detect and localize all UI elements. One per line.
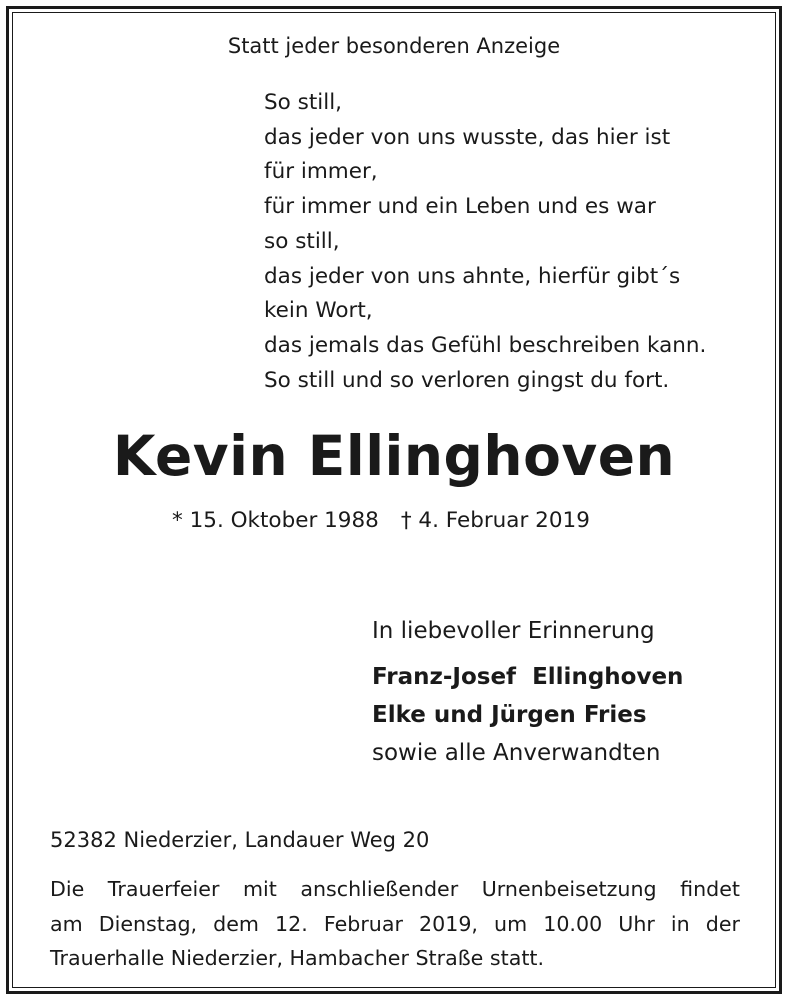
header-label: Statt jeder besonderen Anzeige <box>227 34 561 58</box>
birth-date: * 15. Oktober 1988 <box>172 508 379 533</box>
poem-line: so still, <box>264 228 340 254</box>
ceremony-details <box>50 872 740 976</box>
relatives-closing: sowie alle Anverwandten <box>372 740 661 766</box>
death-date: † 4. Februar 2019 <box>400 508 590 533</box>
poem-line: das jemals das Gefühl beschreiben kann. <box>264 332 707 358</box>
poem-line: kein Wort, <box>264 298 373 324</box>
address: 52382 Niederzier, Landauer Weg 20 <box>50 828 430 852</box>
ceremony-line: Die Trauerfeier mit anschließender Urnenbeisetzung findet <box>50 877 740 901</box>
header-text <box>0 34 788 58</box>
poem-line: für immer und ein Leben und es war <box>264 194 656 220</box>
life-dates <box>172 508 590 533</box>
poem-line: So still, <box>264 90 343 115</box>
family-name: Elke und Jürgen Fries <box>372 702 647 728</box>
poem-line: das jeder von uns ahnte, hierfür gibt´s <box>264 263 681 289</box>
poem-line: für immer, <box>264 159 378 185</box>
family-block <box>372 612 683 772</box>
poem-line: das jeder von uns wusste, das hier ist <box>264 124 671 150</box>
poem <box>264 86 764 398</box>
remembrance-intro: In liebevoller Erinnerung <box>372 618 655 644</box>
deceased-name: Kevin Ellinghoven <box>112 424 676 488</box>
ceremony-line: Trauerhalle Niederzier, Hambacher Straße statt. <box>50 946 545 970</box>
ceremony-line: am Dienstag, dem 12. Februar 2019, um 10.00 Uhr in der <box>50 911 740 936</box>
family-name: Franz-Josef Ellinghoven <box>372 664 684 690</box>
poem-line: So still und so verloren gingst du fort. <box>264 367 670 393</box>
